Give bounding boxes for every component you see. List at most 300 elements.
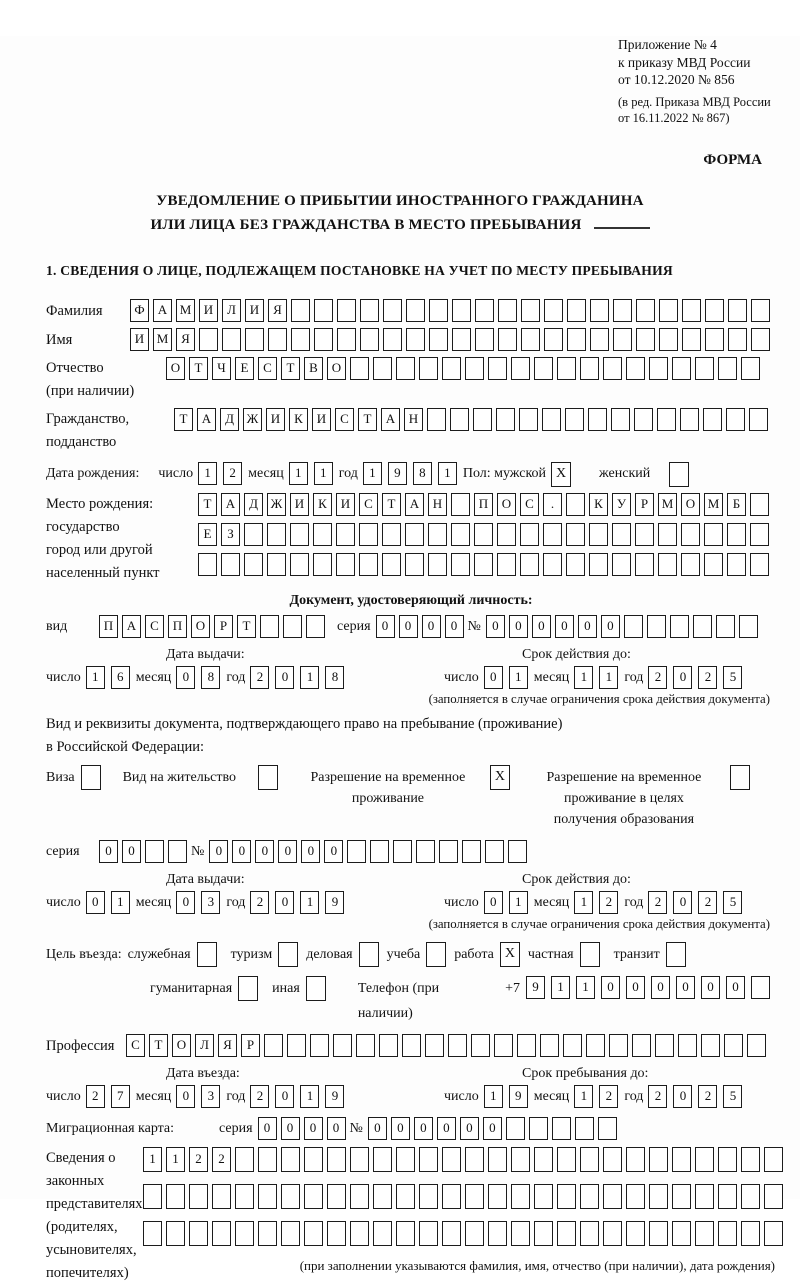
char-cell[interactable]	[649, 1184, 668, 1209]
char-cell[interactable]	[695, 1221, 714, 1246]
char-cell[interactable]	[396, 1184, 415, 1209]
char-cell[interactable]	[764, 1184, 783, 1209]
char-cell[interactable]	[557, 1147, 576, 1172]
char-cell[interactable]	[590, 299, 609, 322]
char-cell[interactable]	[565, 408, 584, 431]
char-cell[interactable]: 2	[223, 462, 242, 485]
char-cell[interactable]	[741, 1147, 760, 1172]
char-cell[interactable]: Е	[235, 357, 254, 380]
char-cell[interactable]	[382, 553, 401, 576]
char-cell[interactable]	[281, 1221, 300, 1246]
char-cell[interactable]	[632, 1034, 651, 1057]
char-cell[interactable]: 1	[574, 666, 593, 689]
char-cell[interactable]	[406, 328, 425, 351]
char-cell[interactable]: П	[474, 493, 493, 516]
char-cell[interactable]	[428, 523, 447, 546]
checkbox-visa[interactable]	[81, 765, 101, 790]
char-cell[interactable]: 2	[698, 891, 717, 914]
char-cell[interactable]	[442, 1147, 461, 1172]
char-cell[interactable]	[517, 1034, 536, 1057]
char-cell[interactable]	[166, 1221, 185, 1246]
char-cell[interactable]	[589, 523, 608, 546]
char-cell[interactable]: 1	[289, 462, 308, 485]
char-cell[interactable]	[474, 523, 493, 546]
char-cell[interactable]	[544, 328, 563, 351]
char-cell[interactable]: 0	[437, 1117, 456, 1140]
char-cell[interactable]	[465, 1184, 484, 1209]
char-cell[interactable]: 0	[391, 1117, 410, 1140]
char-cell[interactable]: 0	[327, 1117, 346, 1140]
char-cell[interactable]: С	[335, 408, 354, 431]
char-cell[interactable]	[287, 1034, 306, 1057]
char-cell[interactable]: 0	[86, 891, 105, 914]
char-cell[interactable]: 0	[99, 840, 118, 863]
char-cell[interactable]	[672, 1184, 691, 1209]
char-cell[interactable]	[543, 553, 562, 576]
char-cell[interactable]	[198, 553, 217, 576]
checkbox-sex-male[interactable]: X	[551, 462, 571, 487]
char-cell[interactable]: 0	[376, 615, 395, 638]
char-cell[interactable]: 0	[484, 666, 503, 689]
char-cell[interactable]	[613, 299, 632, 322]
char-cell[interactable]	[268, 328, 287, 351]
char-cell[interactable]: О	[327, 357, 346, 380]
char-cell[interactable]	[290, 553, 309, 576]
char-cell[interactable]: 0	[176, 666, 195, 689]
char-cell[interactable]: С	[359, 493, 378, 516]
char-cell[interactable]	[716, 615, 735, 638]
char-cell[interactable]: 0	[726, 976, 745, 999]
char-cell[interactable]: 0	[486, 615, 505, 638]
char-cell[interactable]	[356, 1034, 375, 1057]
char-cell[interactable]: 1	[484, 1085, 503, 1108]
char-cell[interactable]: С	[145, 615, 164, 638]
char-cell[interactable]	[235, 1184, 254, 1209]
char-cell[interactable]: 1	[143, 1147, 162, 1172]
checkbox-purpose-private[interactable]	[580, 942, 600, 967]
char-cell[interactable]: Т	[189, 357, 208, 380]
char-cell[interactable]: 0	[483, 1117, 502, 1140]
char-cell[interactable]	[695, 1184, 714, 1209]
char-cell[interactable]	[258, 1147, 277, 1172]
char-cell[interactable]: Н	[404, 408, 423, 431]
char-cell[interactable]	[567, 299, 586, 322]
char-cell[interactable]	[462, 840, 481, 863]
char-cell[interactable]	[166, 1184, 185, 1209]
char-cell[interactable]	[199, 328, 218, 351]
char-cell[interactable]	[695, 1147, 714, 1172]
char-cell[interactable]: М	[658, 493, 677, 516]
char-cell[interactable]	[313, 553, 332, 576]
char-cell[interactable]	[221, 553, 240, 576]
char-cell[interactable]	[442, 1184, 461, 1209]
char-cell[interactable]	[613, 328, 632, 351]
char-cell[interactable]	[634, 408, 653, 431]
char-cell[interactable]	[258, 1184, 277, 1209]
char-cell[interactable]	[681, 523, 700, 546]
char-cell[interactable]: 0	[304, 1117, 323, 1140]
checkbox-purpose-transit[interactable]	[666, 942, 686, 967]
char-cell[interactable]	[337, 299, 356, 322]
char-cell[interactable]	[383, 299, 402, 322]
char-cell[interactable]	[327, 1147, 346, 1172]
char-cell[interactable]: Ч	[212, 357, 231, 380]
char-cell[interactable]	[327, 1184, 346, 1209]
char-cell[interactable]	[703, 408, 722, 431]
char-cell[interactable]: 5	[723, 1085, 742, 1108]
char-cell[interactable]	[718, 357, 737, 380]
char-cell[interactable]: Н	[428, 493, 447, 516]
char-cell[interactable]	[382, 523, 401, 546]
char-cell[interactable]	[143, 1221, 162, 1246]
char-cell[interactable]	[659, 328, 678, 351]
char-cell[interactable]: Л	[195, 1034, 214, 1057]
char-cell[interactable]: С	[126, 1034, 145, 1057]
char-cell[interactable]	[189, 1184, 208, 1209]
char-cell[interactable]	[701, 1034, 720, 1057]
char-cell[interactable]: М	[704, 493, 723, 516]
char-cell[interactable]	[168, 840, 187, 863]
char-cell[interactable]: Д	[220, 408, 239, 431]
char-cell[interactable]	[544, 299, 563, 322]
char-cell[interactable]	[396, 1147, 415, 1172]
char-cell[interactable]	[521, 299, 540, 322]
char-cell[interactable]	[635, 523, 654, 546]
char-cell[interactable]: 0	[555, 615, 574, 638]
char-cell[interactable]	[741, 357, 760, 380]
char-cell[interactable]	[465, 1221, 484, 1246]
char-cell[interactable]	[520, 553, 539, 576]
char-cell[interactable]	[506, 1117, 525, 1140]
char-cell[interactable]	[739, 615, 758, 638]
char-cell[interactable]: С	[258, 357, 277, 380]
char-cell[interactable]	[680, 408, 699, 431]
char-cell[interactable]: 0	[275, 666, 294, 689]
char-cell[interactable]	[419, 1221, 438, 1246]
char-cell[interactable]	[244, 553, 263, 576]
char-cell[interactable]	[145, 840, 164, 863]
char-cell[interactable]	[359, 553, 378, 576]
char-cell[interactable]	[428, 553, 447, 576]
char-cell[interactable]	[534, 357, 553, 380]
char-cell[interactable]: 1	[574, 891, 593, 914]
char-cell[interactable]	[741, 1184, 760, 1209]
char-cell[interactable]: 0	[258, 1117, 277, 1140]
char-cell[interactable]	[580, 1221, 599, 1246]
char-cell[interactable]: В	[304, 357, 323, 380]
char-cell[interactable]	[488, 1147, 507, 1172]
char-cell[interactable]: Т	[149, 1034, 168, 1057]
char-cell[interactable]: 2	[250, 891, 269, 914]
char-cell[interactable]	[750, 523, 769, 546]
char-cell[interactable]: 2	[599, 1085, 618, 1108]
char-cell[interactable]	[534, 1184, 553, 1209]
char-cell[interactable]	[402, 1034, 421, 1057]
char-cell[interactable]	[451, 523, 470, 546]
char-cell[interactable]: Р	[214, 615, 233, 638]
char-cell[interactable]: К	[289, 408, 308, 431]
char-cell[interactable]	[245, 328, 264, 351]
char-cell[interactable]	[498, 299, 517, 322]
char-cell[interactable]: М	[176, 299, 195, 322]
char-cell[interactable]	[552, 1117, 571, 1140]
char-cell[interactable]	[672, 1221, 691, 1246]
char-cell[interactable]: 9	[509, 1085, 528, 1108]
char-cell[interactable]	[672, 357, 691, 380]
char-cell[interactable]: 0	[176, 1085, 195, 1108]
char-cell[interactable]	[306, 615, 325, 638]
char-cell[interactable]	[337, 328, 356, 351]
char-cell[interactable]	[283, 615, 302, 638]
char-cell[interactable]: 0	[445, 615, 464, 638]
char-cell[interactable]	[212, 1184, 231, 1209]
char-cell[interactable]: И	[245, 299, 264, 322]
checkbox-temp-residence[interactable]: X	[490, 765, 510, 790]
char-cell[interactable]	[474, 553, 493, 576]
char-cell[interactable]	[521, 328, 540, 351]
char-cell[interactable]	[511, 1147, 530, 1172]
char-cell[interactable]	[373, 1184, 392, 1209]
char-cell[interactable]	[567, 328, 586, 351]
char-cell[interactable]: 2	[648, 1085, 667, 1108]
char-cell[interactable]: 0	[651, 976, 670, 999]
char-cell[interactable]: О	[681, 493, 700, 516]
char-cell[interactable]	[360, 299, 379, 322]
char-cell[interactable]: С	[520, 493, 539, 516]
char-cell[interactable]	[429, 299, 448, 322]
char-cell[interactable]	[442, 357, 461, 380]
char-cell[interactable]	[580, 357, 599, 380]
checkbox-temp-residence-education[interactable]	[730, 765, 750, 790]
char-cell[interactable]	[557, 1221, 576, 1246]
char-cell[interactable]	[598, 1117, 617, 1140]
char-cell[interactable]: 0	[275, 891, 294, 914]
char-cell[interactable]	[626, 1147, 645, 1172]
char-cell[interactable]: 1	[300, 666, 319, 689]
char-cell[interactable]: А	[122, 615, 141, 638]
char-cell[interactable]	[425, 1034, 444, 1057]
char-cell[interactable]: П	[168, 615, 187, 638]
char-cell[interactable]	[304, 1147, 323, 1172]
char-cell[interactable]	[465, 357, 484, 380]
char-cell[interactable]: 1	[509, 666, 528, 689]
char-cell[interactable]: Т	[174, 408, 193, 431]
char-cell[interactable]: И	[290, 493, 309, 516]
char-cell[interactable]	[347, 840, 366, 863]
char-cell[interactable]	[465, 1147, 484, 1172]
char-cell[interactable]: 0	[324, 840, 343, 863]
char-cell[interactable]	[496, 408, 515, 431]
char-cell[interactable]: К	[313, 493, 332, 516]
char-cell[interactable]	[682, 328, 701, 351]
char-cell[interactable]	[557, 1184, 576, 1209]
char-cell[interactable]	[448, 1034, 467, 1057]
char-cell[interactable]	[727, 523, 746, 546]
char-cell[interactable]	[588, 408, 607, 431]
char-cell[interactable]	[726, 408, 745, 431]
char-cell[interactable]	[475, 328, 494, 351]
char-cell[interactable]: 0	[601, 976, 620, 999]
char-cell[interactable]	[508, 840, 527, 863]
char-cell[interactable]	[451, 493, 470, 516]
char-cell[interactable]	[751, 328, 770, 351]
char-cell[interactable]	[244, 523, 263, 546]
char-cell[interactable]	[658, 553, 677, 576]
char-cell[interactable]	[442, 1221, 461, 1246]
char-cell[interactable]: 8	[413, 462, 432, 485]
char-cell[interactable]	[681, 553, 700, 576]
char-cell[interactable]	[291, 299, 310, 322]
char-cell[interactable]	[419, 357, 438, 380]
char-cell[interactable]: 0	[673, 891, 692, 914]
char-cell[interactable]: 2	[599, 891, 618, 914]
checkbox-purpose-business[interactable]	[359, 942, 379, 967]
char-cell[interactable]	[543, 523, 562, 546]
char-cell[interactable]: 7	[111, 1085, 130, 1108]
char-cell[interactable]: Т	[382, 493, 401, 516]
char-cell[interactable]: 0	[484, 891, 503, 914]
char-cell[interactable]: 0	[673, 666, 692, 689]
char-cell[interactable]	[336, 553, 355, 576]
char-cell[interactable]	[534, 1147, 553, 1172]
char-cell[interactable]	[281, 1184, 300, 1209]
char-cell[interactable]	[383, 328, 402, 351]
char-cell[interactable]	[590, 328, 609, 351]
char-cell[interactable]	[497, 523, 516, 546]
checkbox-purpose-official[interactable]	[197, 942, 217, 967]
char-cell[interactable]	[705, 299, 724, 322]
char-cell[interactable]	[290, 523, 309, 546]
char-cell[interactable]	[609, 1034, 628, 1057]
char-cell[interactable]	[405, 553, 424, 576]
char-cell[interactable]	[450, 408, 469, 431]
char-cell[interactable]: 2	[648, 891, 667, 914]
char-cell[interactable]: 0	[676, 976, 695, 999]
char-cell[interactable]: Ж	[267, 493, 286, 516]
char-cell[interactable]: Т	[198, 493, 217, 516]
char-cell[interactable]	[281, 1147, 300, 1172]
checkbox-purpose-study[interactable]	[426, 942, 446, 967]
char-cell[interactable]: 1	[86, 666, 105, 689]
char-cell[interactable]: М	[153, 328, 172, 351]
char-cell[interactable]	[647, 615, 666, 638]
char-cell[interactable]: Я	[176, 328, 195, 351]
char-cell[interactable]: 9	[325, 1085, 344, 1108]
char-cell[interactable]: Л	[222, 299, 241, 322]
char-cell[interactable]	[542, 408, 561, 431]
char-cell[interactable]: 3	[201, 891, 220, 914]
char-cell[interactable]: И	[312, 408, 331, 431]
char-cell[interactable]	[488, 357, 507, 380]
char-cell[interactable]	[267, 523, 286, 546]
char-cell[interactable]	[258, 1221, 277, 1246]
char-cell[interactable]: 1	[300, 891, 319, 914]
char-cell[interactable]	[350, 357, 369, 380]
char-cell[interactable]	[672, 1147, 691, 1172]
char-cell[interactable]: Р	[241, 1034, 260, 1057]
char-cell[interactable]	[473, 408, 492, 431]
char-cell[interactable]	[728, 299, 747, 322]
char-cell[interactable]	[635, 553, 654, 576]
char-cell[interactable]	[327, 1221, 346, 1246]
char-cell[interactable]	[304, 1184, 323, 1209]
checkbox-purpose-tourism[interactable]	[278, 942, 298, 967]
char-cell[interactable]	[511, 1221, 530, 1246]
char-cell[interactable]	[751, 976, 770, 999]
char-cell[interactable]	[649, 357, 668, 380]
char-cell[interactable]: Р	[635, 493, 654, 516]
char-cell[interactable]	[471, 1034, 490, 1057]
char-cell[interactable]: 0	[578, 615, 597, 638]
char-cell[interactable]	[704, 553, 723, 576]
char-cell[interactable]	[360, 328, 379, 351]
char-cell[interactable]	[750, 493, 769, 516]
char-cell[interactable]: 2	[698, 1085, 717, 1108]
char-cell[interactable]	[396, 357, 415, 380]
char-cell[interactable]: 0	[301, 840, 320, 863]
char-cell[interactable]: 0	[368, 1117, 387, 1140]
char-cell[interactable]	[626, 1184, 645, 1209]
char-cell[interactable]: 1	[574, 1085, 593, 1108]
char-cell[interactable]	[603, 357, 622, 380]
char-cell[interactable]: 0	[281, 1117, 300, 1140]
char-cell[interactable]: 1	[111, 891, 130, 914]
char-cell[interactable]: 1	[166, 1147, 185, 1172]
char-cell[interactable]: И	[130, 328, 149, 351]
char-cell[interactable]: .	[543, 493, 562, 516]
char-cell[interactable]	[419, 1184, 438, 1209]
char-cell[interactable]	[626, 1221, 645, 1246]
char-cell[interactable]	[603, 1221, 622, 1246]
char-cell[interactable]	[494, 1034, 513, 1057]
char-cell[interactable]: 1	[599, 666, 618, 689]
char-cell[interactable]: 0	[601, 615, 620, 638]
char-cell[interactable]: 0	[122, 840, 141, 863]
char-cell[interactable]	[566, 523, 585, 546]
char-cell[interactable]	[379, 1034, 398, 1057]
char-cell[interactable]: Ф	[130, 299, 149, 322]
char-cell[interactable]	[313, 523, 332, 546]
char-cell[interactable]: 2	[648, 666, 667, 689]
char-cell[interactable]	[264, 1034, 283, 1057]
char-cell[interactable]: П	[99, 615, 118, 638]
char-cell[interactable]	[359, 523, 378, 546]
char-cell[interactable]: 1	[551, 976, 570, 999]
char-cell[interactable]: 0	[460, 1117, 479, 1140]
char-cell[interactable]	[534, 1221, 553, 1246]
checkbox-purpose-other[interactable]	[306, 976, 326, 1001]
char-cell[interactable]	[566, 553, 585, 576]
char-cell[interactable]	[370, 840, 389, 863]
char-cell[interactable]: О	[497, 493, 516, 516]
char-cell[interactable]: 1	[363, 462, 382, 485]
char-cell[interactable]: 0	[232, 840, 251, 863]
char-cell[interactable]	[612, 523, 631, 546]
char-cell[interactable]	[529, 1117, 548, 1140]
char-cell[interactable]	[657, 408, 676, 431]
char-cell[interactable]	[612, 553, 631, 576]
char-cell[interactable]: 0	[209, 840, 228, 863]
char-cell[interactable]: И	[336, 493, 355, 516]
char-cell[interactable]: О	[172, 1034, 191, 1057]
checkbox-purpose-humanitarian[interactable]	[238, 976, 258, 1001]
char-cell[interactable]	[222, 328, 241, 351]
char-cell[interactable]	[260, 615, 279, 638]
char-cell[interactable]: Я	[268, 299, 287, 322]
char-cell[interactable]	[636, 299, 655, 322]
char-cell[interactable]	[189, 1221, 208, 1246]
char-cell[interactable]	[393, 840, 412, 863]
